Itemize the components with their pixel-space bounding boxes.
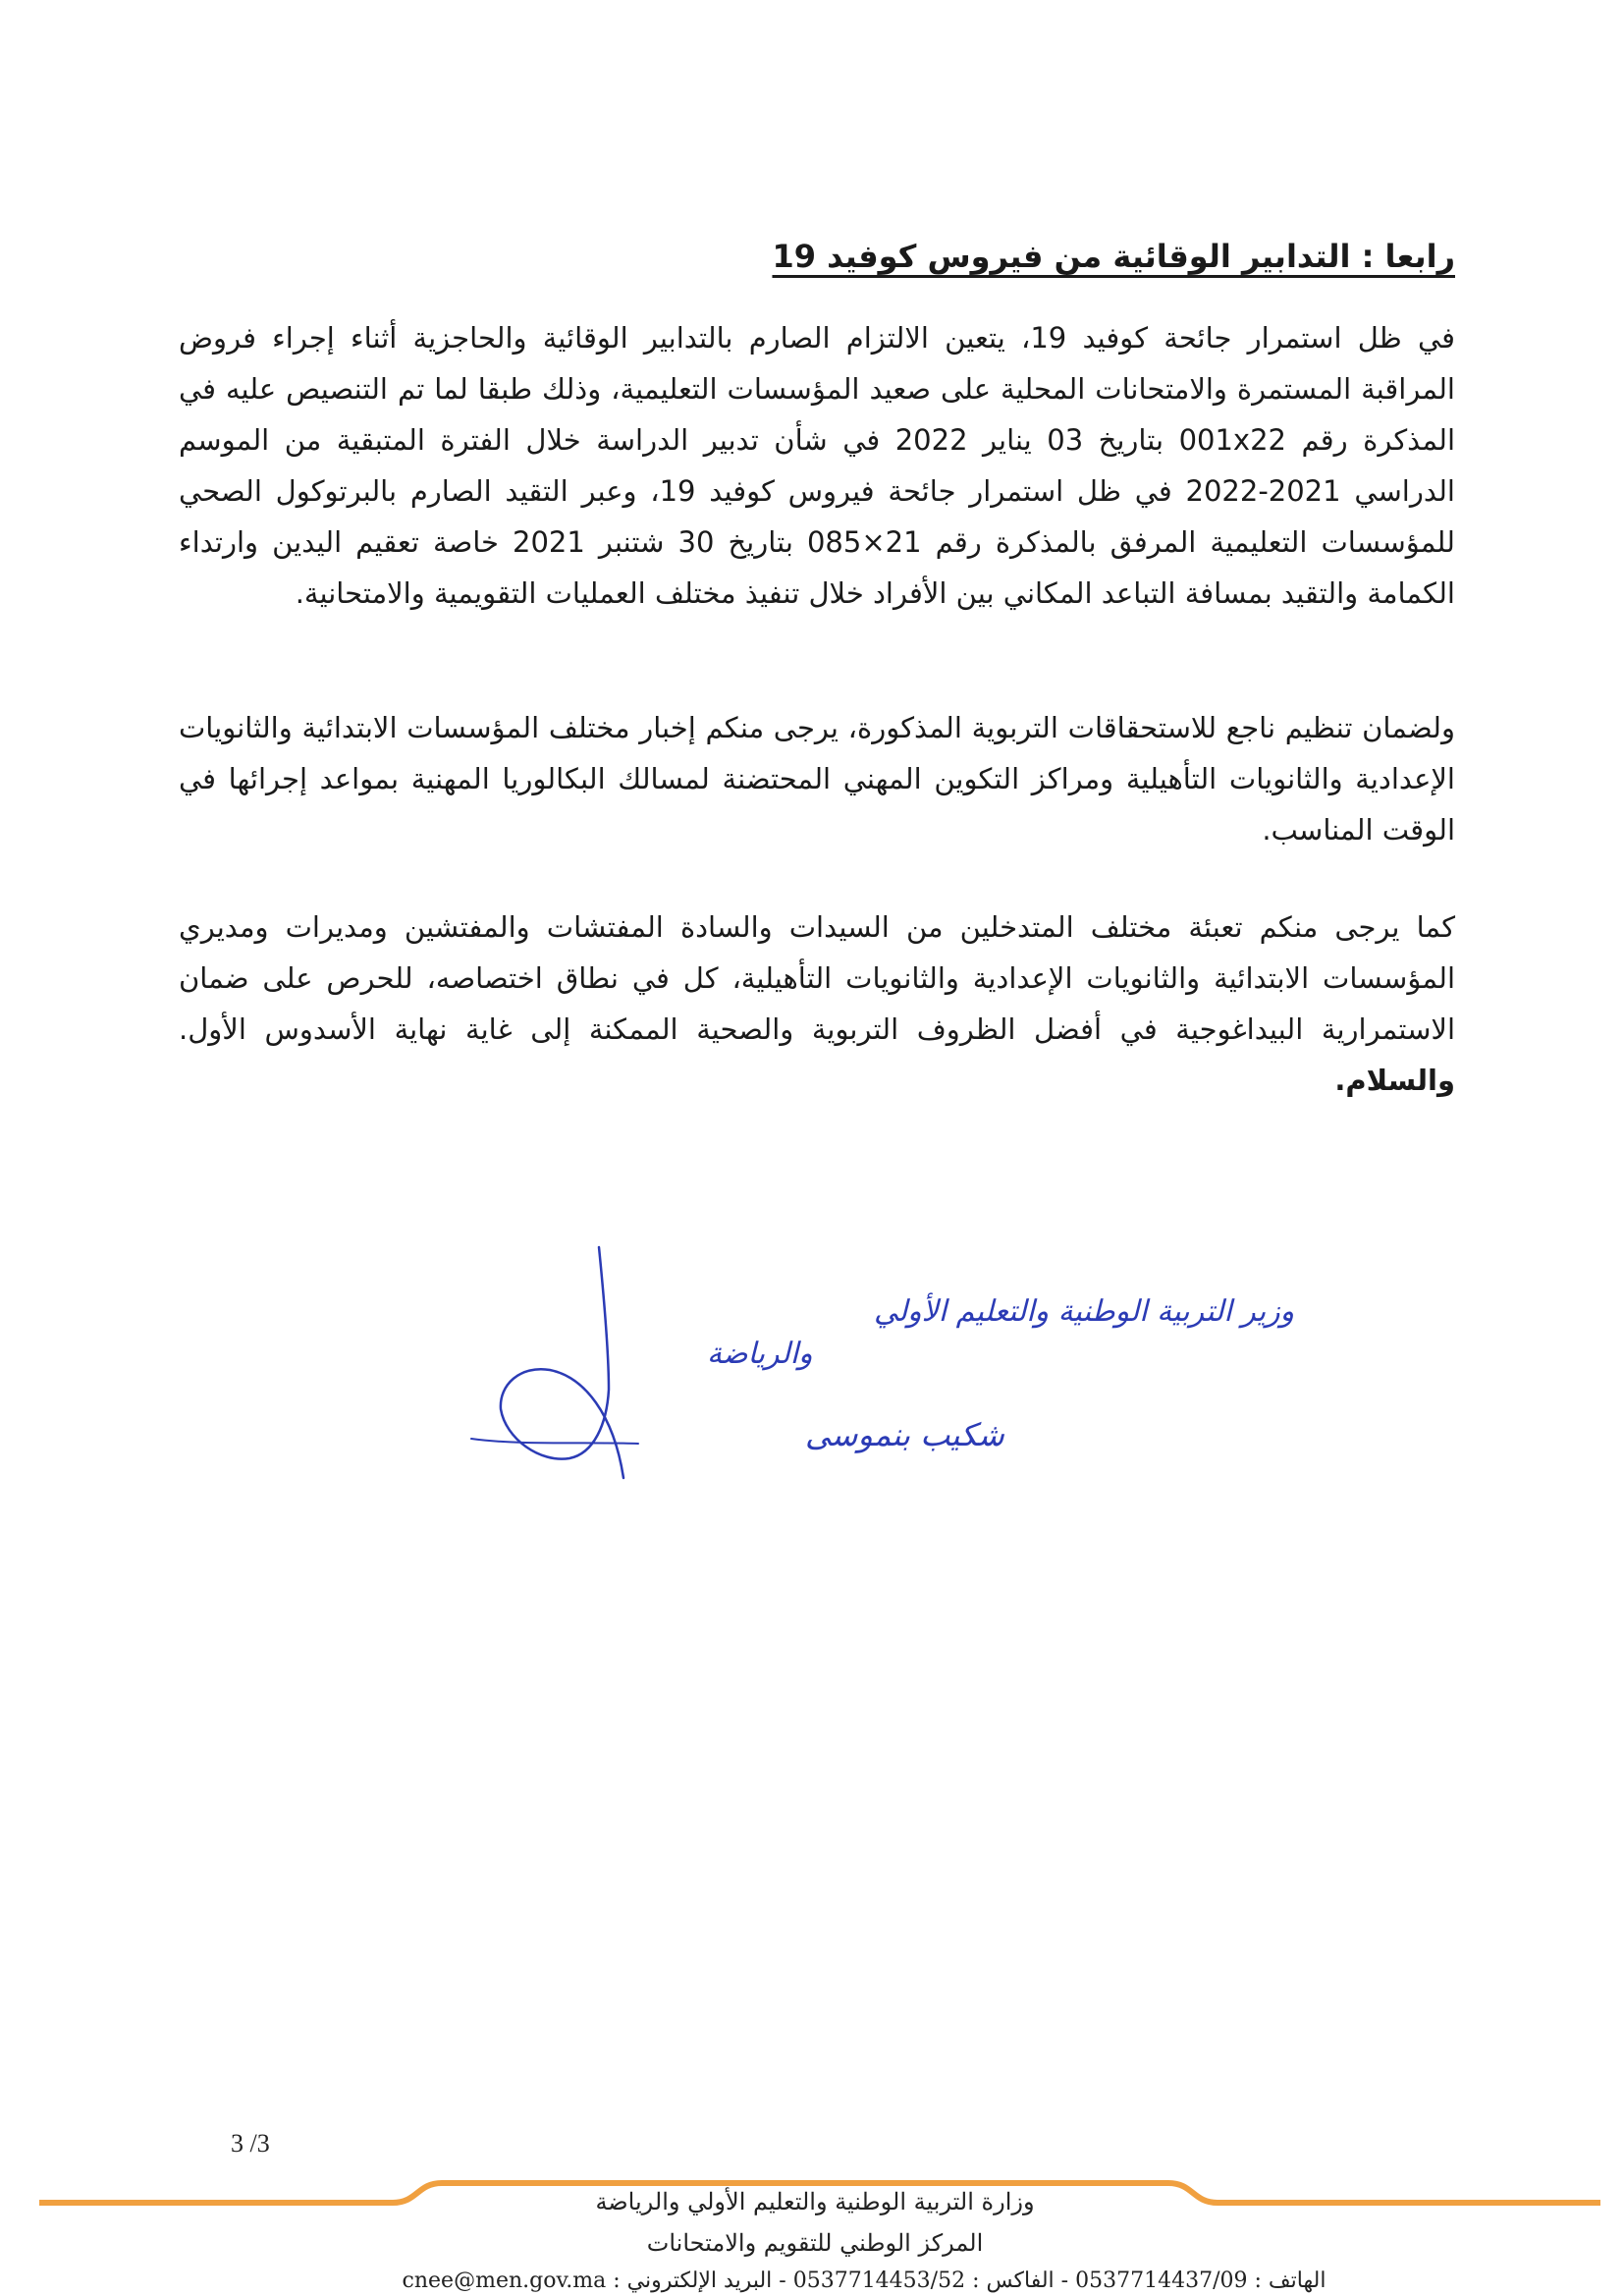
footer-contact-info: الهاتف : 0537714437/09 - الفاكس : 0537714453/52 - البريد الإلكتروني : cnee@men.gov.ma bbox=[402, 2269, 1326, 2293]
minister-signature bbox=[412, 1218, 1295, 1512]
paragraph-text: كما يرجى منكم تعبئة مختلف المتدخلين من السيدات والسادة المفتشات والمفتشين ومديرات ومديري المؤسسات الابتدائية والثانويات الإعدادية والثانويات التأهيلية، كل في نطاق اختصاصه، للحرص على ضمان الاستمرارية البيداغوجية في أفضل الظروف التربوية والصحية الممكنة إلى غاية نهاية الأسدوس الأول. bbox=[179, 910, 1455, 1046]
footer-center-name: المركز الوطني للتقويم والامتحانات bbox=[646, 2229, 984, 2257]
footer-ministry-name: وزارة التربية الوطنية والتعليم الأولي والرياضة bbox=[595, 2188, 1035, 2215]
signature-title-line2: والرياضة bbox=[707, 1337, 813, 1371]
paragraph-pedagogical-continuity bbox=[179, 902, 1455, 1106]
closing-salutation: والسلام. bbox=[1334, 1064, 1455, 1097]
paragraph-exam-organization: ولضمان تنظيم ناجع للاستحقاقات التربوية المذكورة، يرجى منكم إخبار مختلف المؤسسات الابتدائية والثانويات الإعدادية والثانويات التأهيلية ومراكز التكوين المهني المحتضنة لمسالك البكالوريا المهنية بمواعد إجرائها في الوقت المناسب. bbox=[179, 711, 1455, 847]
paragraph-covid-measures: في ظل استمرار جائحة كوفيد 19، يتعين الالتزام الصارم بالتدابير الوقائية والحاجزية أثناء إجراء فروض المراقبة المستمرة والامتحانات المحلية على صعيد المؤسسات التعليمية، وذلك طبقا لما تم التنصيص عليه في المذكرة رقم 001x22 بتاريخ 03 يناير 2022 في شأن تدبير الدراسة خلال الفترة المتبقية من الموسم الدراسي 2021-2022 في ظل استمرار جائحة فيروس كوفيد 19، وعبر التقيد الصارم بالبرتوكول الصحي للمؤسسات التعليمية المرفق بالمذكرة رقم 21×085 بتاريخ 30 شتنبر 2021 خاصة تعقيم اليدين وارتداء الكمامة والتقيد بمسافة التباعد المكاني بين الأفراد خلال تنفيذ مختلف العمليات التقويمية والامتحانية. bbox=[179, 321, 1456, 610]
page-number: 3 /3 bbox=[231, 2129, 270, 2158]
section-title: رابعا : التدابير الوقائية من فيروس كوفيد 19 bbox=[772, 238, 1455, 275]
signature-title-line1: وزير التربية الوطنية والتعليم الأولي bbox=[874, 1294, 1295, 1329]
signature-name: شكيب بنموسى bbox=[805, 1416, 1004, 1453]
